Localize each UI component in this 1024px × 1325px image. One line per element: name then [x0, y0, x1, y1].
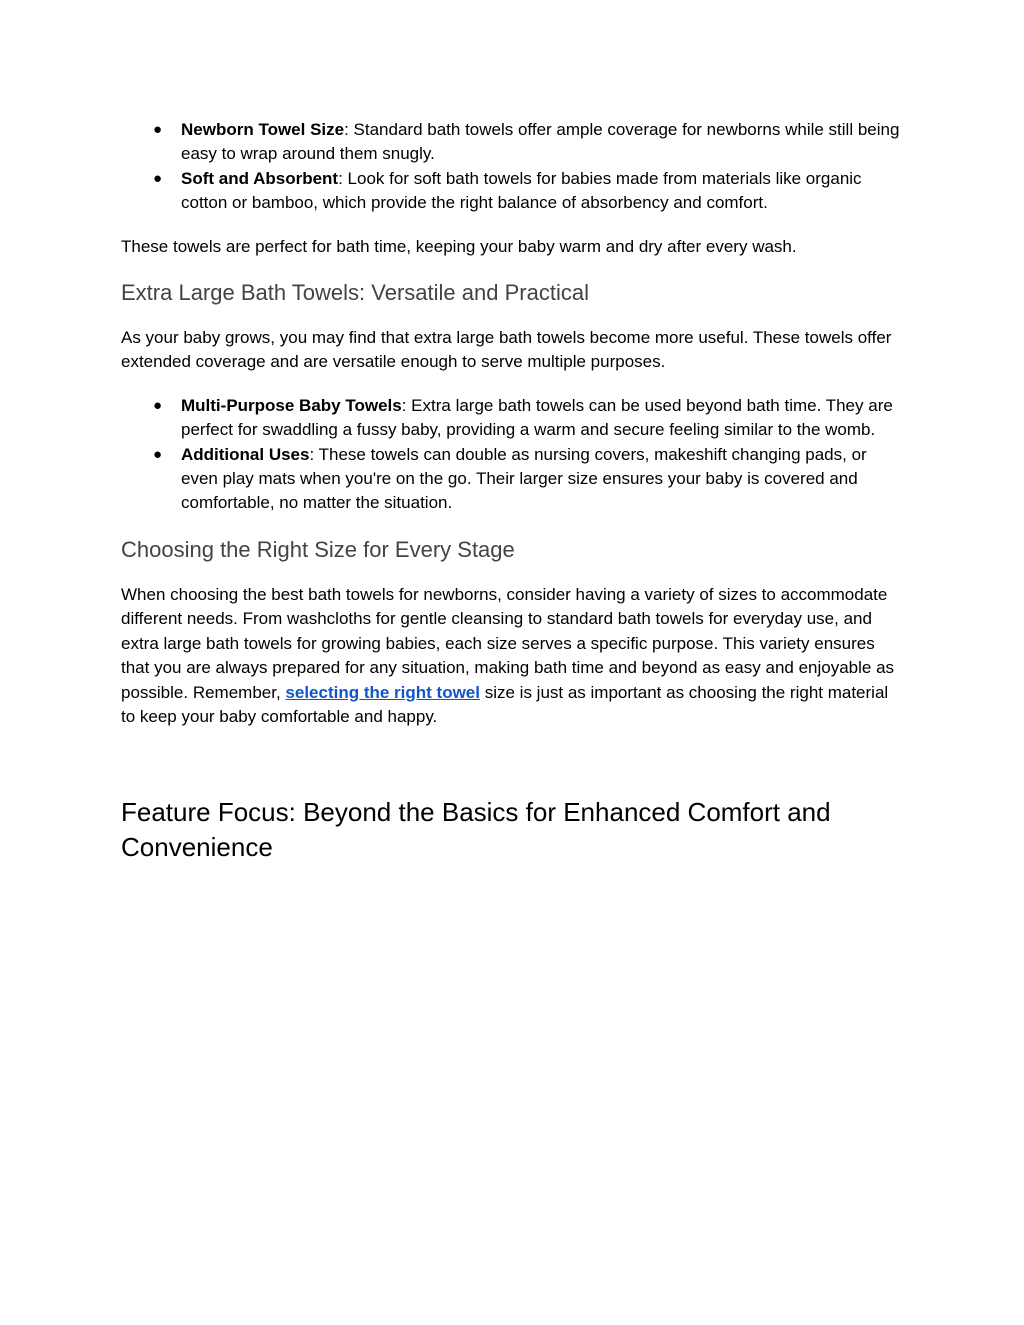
- list-item: [121, 394, 905, 443]
- heading-choosing-size: Choosing the Right Size for Every Stage: [121, 536, 515, 562]
- paragraph-text-after: size is just as important as choosing the right material to keep your baby comfortable and happy.: [121, 682, 889, 726]
- bullet-icon: ●: [153, 396, 163, 414]
- list-item: [121, 443, 905, 516]
- document-page: [121, 118, 905, 865]
- paragraph-extra-large: As your baby grows, you may find that extra large bath towels become more useful. These towels offer extended coverage and are versatile enough to serve multiple purposes.: [121, 328, 892, 372]
- paragraph-text-before: When choosing the best bath towels for newborns, consider having a variety of sizes to accommodate different needs. From washcloths for gentle cleansing to standard bath towels for everyday use, and extra large bath towels for growing babies, each size serves a specific purpose. This variety ensures that you are always prepared for any situation, making bath time and beyond as easy and enjoyable as possible. Remember,: [121, 584, 895, 702]
- list-item: [121, 167, 905, 216]
- size-list: [121, 118, 905, 216]
- bullet-icon: ●: [153, 169, 163, 187]
- list-item-text: : Extra large bath towels can be used beyond bath time. They are perfect for swaddling a fussy baby, providing a warm and secure feeling similar to the womb.: [181, 395, 893, 440]
- heading-feature-focus: Feature Focus: Beyond the Basics for Enhanced Comfort and Convenience: [121, 797, 831, 863]
- list-item-term: Soft and Absorbent: [181, 168, 339, 188]
- list-item-term: Additional Uses: [181, 444, 310, 464]
- selecting-right-towel-link[interactable]: selecting the right towel: [285, 682, 480, 702]
- bullet-icon: ●: [153, 445, 163, 463]
- list-item-text: : These towels can double as nursing covers, makeshift changing pads, or even play mats when you're on the go. Their larger size ensures your baby is covered and comfortable, no matter the situation.: [181, 444, 867, 513]
- list-item: [121, 118, 905, 167]
- list-item-term: Newborn Towel Size: [181, 120, 345, 139]
- bullet-icon: ●: [153, 121, 163, 138]
- paragraph-towels: These towels are perfect for bath time, keeping your baby warm and dry after every wash.: [121, 236, 797, 256]
- heading-extra-large: Extra Large Bath Towels: Versatile and Practical: [121, 280, 589, 306]
- paragraph-choosing-size: [121, 583, 905, 729]
- list-item-term: Multi-Purpose Baby Towels: [181, 395, 402, 415]
- list-item-text: : Look for soft bath towels for babies made from materials like organic cotton or bamboo, which provide the right balance of absorbency and comfort.: [181, 168, 862, 213]
- list-item-text: : Standard bath towels offer ample coverage for newborns while still being easy to wrap around them snugly.: [181, 120, 900, 164]
- uses-list: [121, 394, 905, 516]
